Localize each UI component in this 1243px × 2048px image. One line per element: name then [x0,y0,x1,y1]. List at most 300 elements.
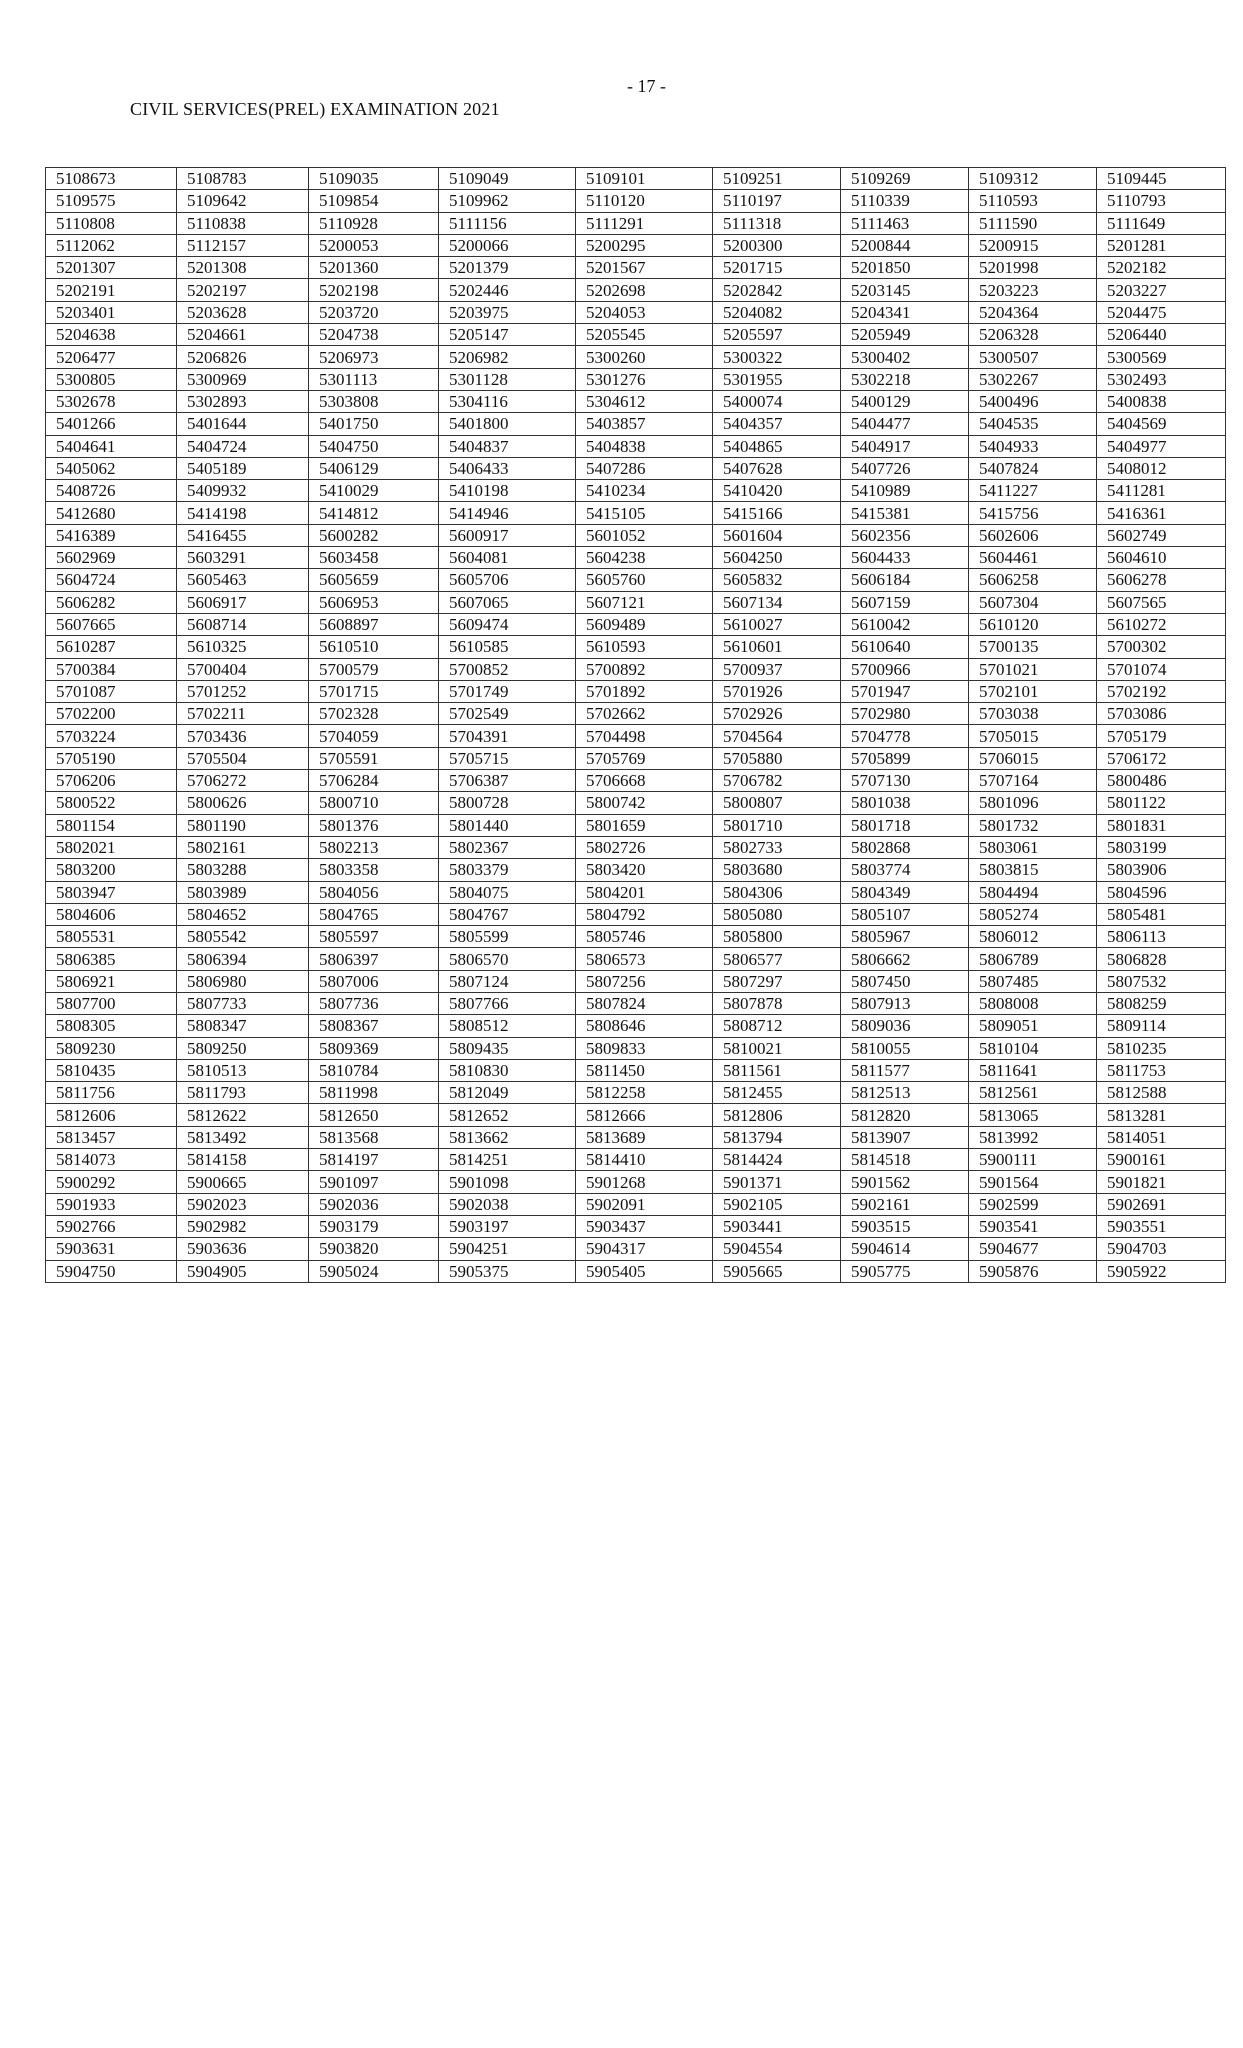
roll-number-cell: 5410989 [841,480,969,502]
roll-number-cell: 5400496 [969,390,1097,412]
roll-number-cell: 5810830 [439,1059,576,1081]
roll-number-cell: 5608897 [309,613,439,635]
roll-number-cell: 5814518 [841,1149,969,1171]
roll-number-cell: 5704778 [841,725,969,747]
roll-number-cell: 5701926 [713,680,841,702]
roll-number-cell: 5400838 [1097,390,1226,412]
roll-number-cell: 5405062 [46,457,177,479]
roll-number-cell: 5108673 [46,168,177,190]
roll-number-cell: 5805800 [713,926,841,948]
roll-number-cell: 5706668 [576,770,713,792]
roll-number-cell: 5401644 [177,413,309,435]
roll-number-cell: 5814051 [1097,1126,1226,1148]
roll-number-cell: 5801376 [309,814,439,836]
roll-number-cell: 5203720 [309,301,439,323]
roll-number-cell: 5705015 [969,725,1097,747]
roll-number-cell: 5415381 [841,502,969,524]
roll-number-cell: 5904905 [177,1260,309,1282]
roll-number-cell: 5900111 [969,1149,1097,1171]
table-row [46,413,1226,435]
roll-number-cell: 5807766 [439,992,576,1014]
roll-number-cell: 5809369 [309,1037,439,1059]
table-row [46,435,1226,457]
roll-number-cell: 5110339 [841,190,969,212]
roll-number-cell: 5606258 [969,569,1097,591]
roll-number-cell: 5905775 [841,1260,969,1282]
table-row [46,636,1226,658]
roll-number-cell: 5410029 [309,480,439,502]
roll-number-cell: 5812606 [46,1104,177,1126]
roll-number-cell: 5809036 [841,1015,969,1037]
roll-number-cell: 5810104 [969,1037,1097,1059]
roll-number-cell: 5109575 [46,190,177,212]
roll-number-cell: 5804201 [576,881,713,903]
roll-number-cell: 5401266 [46,413,177,435]
table-row [46,1193,1226,1215]
roll-number-cell: 5700384 [46,658,177,680]
roll-number-cell: 5610601 [713,636,841,658]
roll-number-cell: 5705504 [177,747,309,769]
roll-number-cell: 5811998 [309,1082,439,1104]
roll-number-cell: 5808646 [576,1015,713,1037]
roll-number-cell: 5403857 [576,413,713,435]
roll-number-cell: 5812806 [713,1104,841,1126]
table-row [46,1126,1226,1148]
roll-number-cell: 5706015 [969,747,1097,769]
roll-number-cell: 5807256 [576,970,713,992]
roll-number-cell: 5702101 [969,680,1097,702]
table-row [46,1037,1226,1059]
roll-number-cell: 5905405 [576,1260,713,1282]
roll-number-cell: 5400129 [841,390,969,412]
roll-number-cell: 5706272 [177,770,309,792]
roll-number-cell: 5805542 [177,926,309,948]
roll-number-cell: 5110120 [576,190,713,212]
roll-number-cell: 5112157 [177,234,309,256]
roll-number-cell: 5705591 [309,747,439,769]
roll-number-cell: 5608714 [177,613,309,635]
roll-number-cell: 5702192 [1097,680,1226,702]
roll-number-cell: 5302218 [841,368,969,390]
roll-number-cell: 5200300 [713,234,841,256]
table-row [46,1260,1226,1282]
roll-number-cell: 5702328 [309,703,439,725]
roll-number-cell: 5802213 [309,836,439,858]
roll-number-cell: 5701087 [46,680,177,702]
roll-number-cell: 5800710 [309,792,439,814]
roll-number-cell: 5705715 [439,747,576,769]
roll-number-cell: 5204638 [46,324,177,346]
roll-number-cell: 5603291 [177,547,309,569]
roll-number-cell: 5109445 [1097,168,1226,190]
roll-number-cell: 5902038 [439,1193,576,1215]
roll-number-cell: 5803989 [177,881,309,903]
roll-number-cell: 5804792 [576,903,713,925]
roll-number-cell: 5604250 [713,547,841,569]
roll-number-cell: 5806789 [969,948,1097,970]
roll-number-cell: 5109642 [177,190,309,212]
roll-number-cell: 5813457 [46,1126,177,1148]
roll-number-cell: 5201567 [576,257,713,279]
table-row [46,346,1226,368]
roll-number-cell: 5204053 [576,301,713,323]
roll-number-cell: 5810435 [46,1059,177,1081]
roll-number-cell: 5602749 [1097,524,1226,546]
roll-number-cell: 5804606 [46,903,177,925]
roll-number-cell: 5109269 [841,168,969,190]
roll-number-cell: 5904703 [1097,1238,1226,1260]
roll-number-cell: 5203227 [1097,279,1226,301]
table-row [46,457,1226,479]
roll-number-cell: 5902023 [177,1193,309,1215]
roll-number-cell: 5707130 [841,770,969,792]
roll-number-cell: 5804596 [1097,881,1226,903]
roll-number-cell: 5814197 [309,1149,439,1171]
table-row [46,502,1226,524]
roll-number-cell: 5810784 [309,1059,439,1081]
roll-number-cell: 5812513 [841,1082,969,1104]
table-row [46,480,1226,502]
roll-number-cell: 5414812 [309,502,439,524]
roll-number-cell: 5901562 [841,1171,969,1193]
roll-number-cell: 5205597 [713,324,841,346]
roll-number-cell: 5805531 [46,926,177,948]
roll-number-cell: 5903631 [46,1238,177,1260]
roll-number-cell: 5806012 [969,926,1097,948]
roll-number-cell: 5902766 [46,1215,177,1237]
roll-number-cell: 5807913 [841,992,969,1014]
roll-number-cell: 5304612 [576,390,713,412]
roll-number-cell: 5902091 [576,1193,713,1215]
roll-number-cell: 5903179 [309,1215,439,1237]
roll-number-cell: 5905375 [439,1260,576,1282]
roll-number-cell: 5807824 [576,992,713,1014]
roll-number-cell: 5206477 [46,346,177,368]
roll-number-cell: 5206973 [309,346,439,368]
roll-number-cell: 5203145 [841,279,969,301]
roll-number-cell: 5814158 [177,1149,309,1171]
roll-number-cell: 5404917 [841,435,969,457]
roll-number-cell: 5800486 [1097,770,1226,792]
roll-number-cell: 5202446 [439,279,576,301]
roll-number-cell: 5607121 [576,591,713,613]
roll-number-cell: 5410234 [576,480,713,502]
roll-number-cell: 5408726 [46,480,177,502]
roll-number-cell: 5807006 [309,970,439,992]
roll-number-cell: 5806828 [1097,948,1226,970]
roll-number-cell: 5300805 [46,368,177,390]
roll-number-cell: 5202182 [1097,257,1226,279]
roll-number-cell: 5903551 [1097,1215,1226,1237]
roll-number-cell: 5202197 [177,279,309,301]
roll-number-cell: 5803288 [177,859,309,881]
table-row [46,301,1226,323]
roll-number-cell: 5408012 [1097,457,1226,479]
roll-number-cell: 5110197 [713,190,841,212]
roll-number-cell: 5701749 [439,680,576,702]
roll-number-cell: 5607134 [713,591,841,613]
roll-number-cell: 5609489 [576,613,713,635]
table-row [46,859,1226,881]
roll-number-cell: 5700404 [177,658,309,680]
roll-number-cell: 5205147 [439,324,576,346]
table-row [46,1059,1226,1081]
roll-number-cell: 5111318 [713,212,841,234]
roll-number-cell: 5405189 [177,457,309,479]
table-body [46,168,1226,1283]
roll-number-cell: 5606953 [309,591,439,613]
roll-number-cell: 5705769 [576,747,713,769]
roll-number-cell: 5705190 [46,747,177,769]
roll-number-cell: 5610585 [439,636,576,658]
roll-number-cell: 5205545 [576,324,713,346]
table-row [46,324,1226,346]
roll-number-cell: 5706284 [309,770,439,792]
roll-number-cell: 5905665 [713,1260,841,1282]
roll-number-cell: 5610593 [576,636,713,658]
roll-number-cell: 5901564 [969,1171,1097,1193]
roll-number-cell: 5803200 [46,859,177,881]
roll-number-cell: 5703224 [46,725,177,747]
roll-number-cell: 5810513 [177,1059,309,1081]
roll-number-cell: 5204475 [1097,301,1226,323]
roll-number-cell: 5812258 [576,1082,713,1104]
roll-number-cell: 5704498 [576,725,713,747]
roll-number-cell: 5407628 [713,457,841,479]
roll-number-cell: 5204661 [177,324,309,346]
roll-number-cell: 5404837 [439,435,576,457]
table-row [46,792,1226,814]
roll-number-cell: 5607304 [969,591,1097,613]
roll-number-cell: 5201308 [177,257,309,279]
roll-number-cell: 5604461 [969,547,1097,569]
roll-number-cell: 5404977 [1097,435,1226,457]
roll-number-cell: 5410198 [439,480,576,502]
roll-number-cell: 5811753 [1097,1059,1226,1081]
roll-number-cell: 5400074 [713,390,841,412]
table-row [46,234,1226,256]
roll-number-cell: 5604724 [46,569,177,591]
table-row [46,814,1226,836]
roll-number-cell: 5302493 [1097,368,1226,390]
roll-number-cell: 5404477 [841,413,969,435]
roll-number-cell: 5701252 [177,680,309,702]
roll-number-cell: 5805107 [841,903,969,925]
roll-number-cell: 5813568 [309,1126,439,1148]
roll-number-cell: 5904554 [713,1238,841,1260]
roll-number-cell: 5607565 [1097,591,1226,613]
roll-number-cell: 5203223 [969,279,1097,301]
roll-number-cell: 5610640 [841,636,969,658]
table-row [46,1104,1226,1126]
roll-number-cell: 5110808 [46,212,177,234]
roll-number-cell: 5810055 [841,1037,969,1059]
roll-number-cell: 5602969 [46,547,177,569]
roll-number-cell: 5410420 [713,480,841,502]
roll-number-cell: 5406433 [439,457,576,479]
roll-number-cell: 5803061 [969,836,1097,858]
roll-number-cell: 5703038 [969,703,1097,725]
roll-number-cell: 5902982 [177,1215,309,1237]
roll-number-cell: 5702211 [177,703,309,725]
roll-number-cell: 5201998 [969,257,1097,279]
roll-number-cell: 5901933 [46,1193,177,1215]
roll-number-cell: 5811756 [46,1082,177,1104]
roll-number-cell: 5409932 [177,480,309,502]
roll-number-cell: 5606917 [177,591,309,613]
table-row [46,658,1226,680]
roll-number-cell: 5803420 [576,859,713,881]
roll-number-cell: 5610272 [1097,613,1226,635]
roll-number-cell: 5407824 [969,457,1097,479]
table-row [46,613,1226,635]
roll-number-cell: 5807878 [713,992,841,1014]
roll-number-cell: 5600917 [439,524,576,546]
roll-number-cell: 5800522 [46,792,177,814]
roll-number-cell: 5902036 [309,1193,439,1215]
roll-number-cell: 5901098 [439,1171,576,1193]
roll-number-cell: 5904251 [439,1238,576,1260]
roll-number-cell: 5706387 [439,770,576,792]
roll-number-cell: 5603458 [309,547,439,569]
table-row [46,368,1226,390]
roll-number-cell: 5801710 [713,814,841,836]
roll-number-cell: 5416361 [1097,502,1226,524]
roll-number-cell: 5814410 [576,1149,713,1171]
table-row [46,926,1226,948]
roll-number-cell: 5610325 [177,636,309,658]
roll-number-cell: 5808712 [713,1015,841,1037]
roll-number-cell: 5903197 [439,1215,576,1237]
roll-number-cell: 5803906 [1097,859,1226,881]
roll-number-cell: 5802161 [177,836,309,858]
roll-number-cell: 5810235 [1097,1037,1226,1059]
roll-number-cell: 5812049 [439,1082,576,1104]
roll-number-cell: 5204738 [309,324,439,346]
roll-number-cell: 5610042 [841,613,969,635]
roll-number-cell: 5415756 [969,502,1097,524]
roll-number-cell: 5812650 [309,1104,439,1126]
table-row [46,747,1226,769]
roll-number-cell: 5304116 [439,390,576,412]
roll-number-cell: 5810021 [713,1037,841,1059]
roll-number-cell: 5809250 [177,1037,309,1059]
roll-number-cell: 5806397 [309,948,439,970]
roll-number-cell: 5203628 [177,301,309,323]
roll-number-cell: 5807733 [177,992,309,1014]
roll-number-cell: 5407286 [576,457,713,479]
roll-number-cell: 5414946 [439,502,576,524]
roll-number-cell: 5704059 [309,725,439,747]
roll-number-cell: 5707164 [969,770,1097,792]
roll-number-cell: 5610287 [46,636,177,658]
roll-number-cell: 5301276 [576,368,713,390]
roll-number-cell: 5605463 [177,569,309,591]
roll-number-cell: 5806921 [46,970,177,992]
table-row [46,390,1226,412]
roll-number-cell: 5404535 [969,413,1097,435]
roll-number-cell: 5902161 [841,1193,969,1215]
roll-number-cell: 5807700 [46,992,177,1014]
roll-number-cell: 5111649 [1097,212,1226,234]
roll-number-cell: 5903820 [309,1238,439,1260]
roll-number-cell: 5302893 [177,390,309,412]
roll-number-cell: 5412680 [46,502,177,524]
roll-number-cell: 5109854 [309,190,439,212]
roll-number-cell: 5905922 [1097,1260,1226,1282]
roll-number-cell: 5807297 [713,970,841,992]
roll-number-cell: 5809435 [439,1037,576,1059]
roll-number-cell: 5200844 [841,234,969,256]
roll-number-cell: 5804056 [309,881,439,903]
roll-number-cell: 5404569 [1097,413,1226,435]
roll-number-cell: 5901268 [576,1171,713,1193]
roll-number-cell: 5801659 [576,814,713,836]
roll-number-cell: 5807532 [1097,970,1226,992]
roll-number-cell: 5804494 [969,881,1097,903]
roll-number-cell: 5201307 [46,257,177,279]
roll-number-cell: 5801831 [1097,814,1226,836]
roll-number-cell: 5607159 [841,591,969,613]
roll-number-cell: 5902691 [1097,1193,1226,1215]
roll-number-cell: 5705880 [713,747,841,769]
roll-number-cell: 5610510 [309,636,439,658]
roll-number-cell: 5900665 [177,1171,309,1193]
table-row [46,591,1226,613]
roll-number-cell: 5700135 [969,636,1097,658]
roll-number-cell: 5807450 [841,970,969,992]
roll-number-cell: 5604081 [439,547,576,569]
roll-number-cell: 5702549 [439,703,576,725]
roll-number-cell: 5415105 [576,502,713,524]
roll-number-cell: 5812666 [576,1104,713,1126]
roll-number-cell: 5806394 [177,948,309,970]
table-row [46,948,1226,970]
roll-number-cell: 5201715 [713,257,841,279]
roll-number-cell: 5901097 [309,1171,439,1193]
roll-number-cell: 5700579 [309,658,439,680]
roll-number-cell: 5702200 [46,703,177,725]
roll-number-cell: 5111463 [841,212,969,234]
roll-number-cell: 5813281 [1097,1104,1226,1126]
roll-number-cell: 5300569 [1097,346,1226,368]
roll-number-cell: 5702926 [713,703,841,725]
roll-number-cell: 5812588 [1097,1082,1226,1104]
roll-number-cell: 5407726 [841,457,969,479]
roll-number-cell: 5903437 [576,1215,713,1237]
table-row [46,881,1226,903]
roll-number-cell: 5806980 [177,970,309,992]
roll-number-cell: 5110793 [1097,190,1226,212]
roll-number-cell: 5605760 [576,569,713,591]
roll-number-cell: 5112062 [46,234,177,256]
roll-number-cell: 5206440 [1097,324,1226,346]
roll-number-cell: 5903541 [969,1215,1097,1237]
roll-number-cell: 5701715 [309,680,439,702]
roll-number-cell: 5602606 [969,524,1097,546]
roll-number-cell: 5808259 [1097,992,1226,1014]
roll-number-cell: 5706206 [46,770,177,792]
roll-number-cell: 5904614 [841,1238,969,1260]
roll-number-cell: 5813992 [969,1126,1097,1148]
roll-number-cell: 5610120 [969,613,1097,635]
roll-number-cell: 5411227 [969,480,1097,502]
table-row [46,1238,1226,1260]
roll-number-cell: 5203401 [46,301,177,323]
roll-number-cell: 5200053 [309,234,439,256]
roll-number-cell: 5404933 [969,435,1097,457]
roll-number-cell: 5416389 [46,524,177,546]
